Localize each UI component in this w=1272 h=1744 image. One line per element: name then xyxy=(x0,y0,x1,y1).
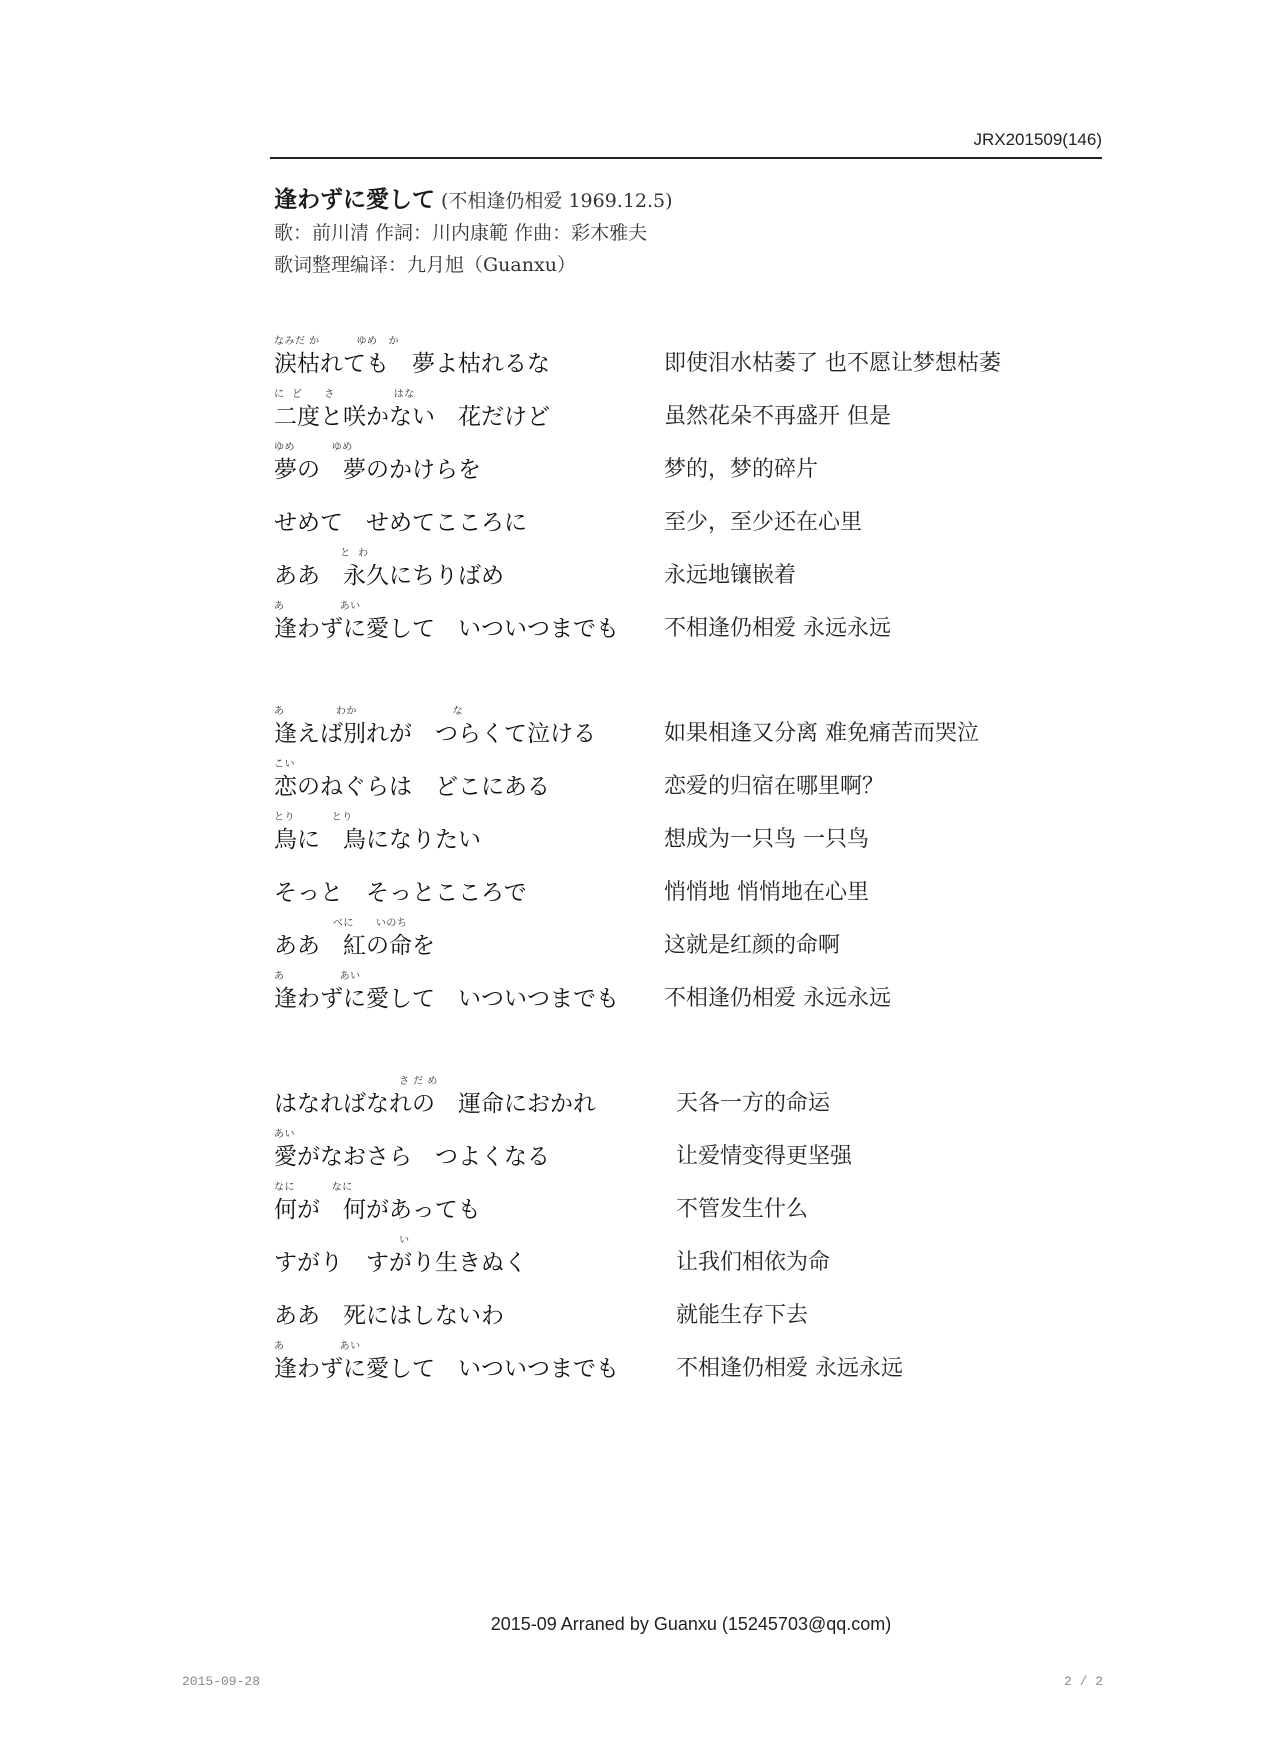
lyric-line xyxy=(274,812,1094,865)
chinese-translation: 天各一方的命运 xyxy=(676,1091,831,1116)
lyric-line xyxy=(274,601,1094,654)
chinese-translation: 恋爱的归宿在哪里啊？ xyxy=(664,774,885,799)
furigana: あ わか な xyxy=(274,706,464,717)
furigana: なに なに xyxy=(274,1182,353,1193)
chinese-translation: 这就是红颜的命啊 xyxy=(664,933,841,958)
japanese-lyric: 鳥に 鳥になりたい xyxy=(274,827,481,853)
chinese-translation: 梦的，梦的碎片 xyxy=(664,457,819,482)
verse-2 xyxy=(274,706,1094,1024)
lyric-line xyxy=(274,918,1094,971)
song-title: 逢わずに愛して xyxy=(274,187,435,213)
title-line xyxy=(274,184,1094,217)
furigana: あ あい xyxy=(274,1341,361,1352)
japanese-lyric: はなればなれの 運命におかれ xyxy=(274,1091,596,1117)
furigana: べに いのち xyxy=(274,918,408,929)
song-credits: 歌：前川清 作詞：川内康範 作曲：彩木雅夫 xyxy=(274,222,648,244)
chinese-translation: 不相逢仍相爱 永远永远 xyxy=(664,986,891,1011)
furigana: なみだ か ゆめ か xyxy=(274,336,400,347)
lyric-line xyxy=(274,548,1094,601)
header-divider xyxy=(270,157,1102,159)
translator-credit: 歌词整理编译：九月旭（Guanxu） xyxy=(274,254,576,276)
lyric-line xyxy=(274,1235,1094,1288)
furigana: さ だ め xyxy=(274,1076,438,1087)
japanese-lyric: 逢わずに愛して いついつまでも xyxy=(274,1356,619,1382)
print-date: 2015-09-28 xyxy=(182,1674,261,1689)
chinese-translation: 悄悄地 悄悄地在心里 xyxy=(664,880,869,905)
furigana: あい xyxy=(274,1129,295,1140)
chinese-translation: 不管发生什么 xyxy=(676,1197,809,1222)
japanese-lyric: ああ 紅の命を xyxy=(274,933,435,959)
furigana: こい xyxy=(274,759,295,770)
furigana: あ あい xyxy=(274,601,361,612)
chinese-translation: 永远地镶嵌着 xyxy=(664,563,797,588)
japanese-lyric: 何が 何があっても xyxy=(274,1197,481,1223)
lyric-line xyxy=(274,1182,1094,1235)
chinese-translation: 就能生存下去 xyxy=(676,1303,809,1328)
japanese-lyric: 涙枯れても 夢よ枯れるな xyxy=(274,351,550,377)
lyric-line xyxy=(274,865,1094,918)
furigana: とり とり xyxy=(274,812,353,823)
japanese-lyric: すがり すがり生きぬく xyxy=(274,1250,527,1276)
japanese-lyric: 逢わずに愛して いついつまでも xyxy=(274,616,619,642)
chinese-translation: 如果相逢又分离 难免痛苦而哭泣 xyxy=(664,721,979,746)
footer-credit: 2015-09 Arraned by Guanxu (15245703@qq.com) xyxy=(490,1614,892,1634)
title-block xyxy=(274,184,1094,281)
chinese-translation: 想成为一只鸟 一只鸟 xyxy=(664,827,869,852)
japanese-lyric: 二度と咲かない 花だけど xyxy=(274,404,550,430)
furigana: と わ xyxy=(274,548,369,559)
japanese-lyric: そっと そっとこころで xyxy=(274,880,527,906)
lyric-line xyxy=(274,706,1094,759)
japanese-lyric: 逢わずに愛して いついつまでも xyxy=(274,986,619,1012)
lyrics-body xyxy=(274,336,1094,1446)
lyric-line xyxy=(274,336,1094,389)
lyric-line xyxy=(274,389,1094,442)
song-subtitle: (不相逢仍相爱 1969.12.5) xyxy=(441,190,673,212)
japanese-lyric: ああ 永久にちりばめ xyxy=(274,563,504,589)
verse-3 xyxy=(274,1076,1094,1394)
furigana: い xyxy=(274,1235,410,1246)
furigana: あ あい xyxy=(274,971,361,982)
page-number: 2 / 2 xyxy=(1064,1674,1104,1689)
lyric-line xyxy=(274,442,1094,495)
chinese-translation: 不相逢仍相爱 永远永远 xyxy=(664,616,891,641)
chinese-translation: 不相逢仍相爱 永远永远 xyxy=(676,1356,903,1381)
lyric-line xyxy=(274,1288,1094,1341)
chinese-translation: 让爱情变得更坚强 xyxy=(676,1144,853,1169)
japanese-lyric: 恋のねぐらは どこにある xyxy=(274,774,550,800)
lyric-line xyxy=(274,1129,1094,1182)
chinese-translation: 让我们相依为命 xyxy=(676,1250,831,1275)
document-id: JRX201509(146) xyxy=(973,130,1102,149)
japanese-lyric: ああ 死にはしないわ xyxy=(274,1303,504,1329)
furigana: ゆめ ゆめ xyxy=(274,442,353,453)
lyric-line xyxy=(274,495,1094,548)
lyric-line xyxy=(274,1341,1094,1394)
chinese-translation: 虽然花朵不再盛开 但是 xyxy=(664,404,891,429)
japanese-lyric: 愛がなおさら つよくなる xyxy=(274,1144,550,1170)
japanese-lyric: 逢えば別れが つらくて泣ける xyxy=(274,721,596,747)
lyric-line xyxy=(274,759,1094,812)
lyric-line xyxy=(274,971,1094,1024)
japanese-lyric: せめて せめてこころに xyxy=(274,510,527,536)
chinese-translation: 即使泪水枯萎了 也不愿让梦想枯萎 xyxy=(664,351,1001,376)
verse-1 xyxy=(274,336,1094,654)
japanese-lyric: 夢の 夢のかけらを xyxy=(274,457,481,483)
furigana: に ど さ はな xyxy=(274,389,415,400)
chinese-translation: 至少，至少还在心里 xyxy=(664,510,863,535)
lyric-line xyxy=(274,1076,1094,1129)
